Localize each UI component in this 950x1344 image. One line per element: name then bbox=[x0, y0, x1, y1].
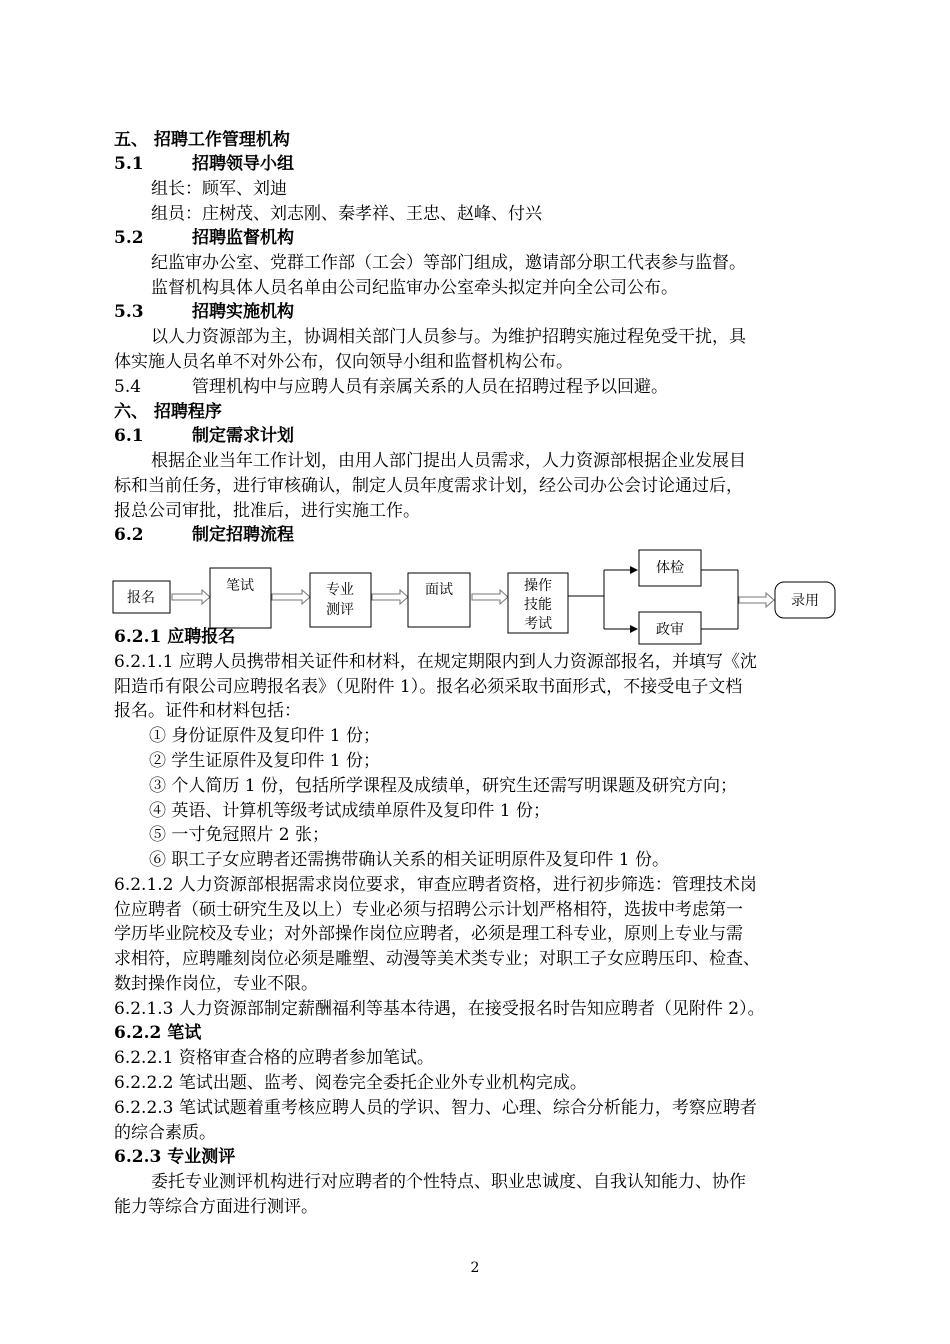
hollow-arrow-3 bbox=[372, 590, 408, 604]
section-5-4-line bbox=[114, 374, 844, 400]
paragraph-line: 6.2.2.1 资格审查合格的应聘者参加笔试。 bbox=[114, 1048, 434, 1068]
paragraph-line: 的综合素质。 bbox=[114, 1123, 216, 1143]
paragraph-line: 数封操作岗位，专业不限。 bbox=[114, 974, 318, 994]
paragraph-line: 组员：庄树茂、刘志刚、秦孝祥、王忠、赵峰、付兴 bbox=[151, 204, 542, 224]
section-number: 6.1 bbox=[114, 426, 144, 446]
paragraph-text: 管理机构中与应聘人员有亲属关系的人员在招聘过程予以回避。 bbox=[192, 377, 668, 397]
paragraph-line: 体实施人员名单不对外公布，仅向领导小组和监督机构公布。 bbox=[114, 352, 573, 372]
section-number: 5.2 bbox=[114, 228, 144, 248]
flow-label-zhuanye-2: 测评 bbox=[326, 602, 354, 618]
paragraph-line: 以人力资源部为主，协调相关部门人员参与。为维护招聘实施过程免受干扰，具 bbox=[151, 327, 746, 347]
flow-label-zhengshen: 政审 bbox=[656, 622, 684, 638]
section-5-1-heading bbox=[114, 151, 844, 177]
section-number: 5.1 bbox=[114, 154, 144, 174]
section-6-2-3-heading: 6.2.3 专业测评 bbox=[114, 1147, 236, 1167]
paragraph-line: 6.2.2.3 笔试试题着重考核应聘人员的学识、智力、心理、综合分析能力，考察应聘者 bbox=[114, 1098, 757, 1118]
flow-box-bishi bbox=[210, 568, 271, 628]
section-6-2-heading bbox=[114, 522, 844, 548]
list-item: ① 身份证原件及复印件 1 份； bbox=[149, 726, 381, 746]
paragraph-line: 纪监审办公室、党群工作部（工会）等部门组成，邀请部分职工代表参与监督。 bbox=[151, 253, 746, 273]
section-5-heading: 五、 招聘工作管理机构 bbox=[114, 130, 290, 150]
paragraph-line: 能力等综合方面进行测评。 bbox=[114, 1197, 318, 1217]
section-number: 6.2 bbox=[114, 525, 144, 545]
list-item: ④ 英语、计算机等级考试成绩单原件及复印件 1 份； bbox=[149, 801, 551, 821]
paragraph-line: 报名。证件和材料包括： bbox=[114, 701, 301, 721]
split-connector bbox=[568, 570, 637, 629]
section-title: 招聘监督机构 bbox=[192, 228, 294, 248]
merge-connector bbox=[701, 570, 738, 629]
section-6-2-1-heading: 6.2.1 应聘报名 bbox=[114, 627, 236, 647]
paragraph-line: 6.2.1.1 应聘人员携带相关证件和材料，在规定期限内到人力资源部报名，并填写《沈 bbox=[114, 652, 757, 672]
flow-label-caozuo-1: 操作 bbox=[524, 578, 552, 594]
section-5-3-heading bbox=[114, 299, 844, 325]
paragraph-line: 组长：顾军、刘迪 bbox=[151, 179, 287, 199]
paragraph-line: 6.2.2.2 笔试出题、监考、阅卷完全委托企业外专业机构完成。 bbox=[114, 1073, 587, 1093]
section-6-2-2-heading: 6.2.2 笔试 bbox=[114, 1023, 202, 1043]
section-title: 制定需求计划 bbox=[192, 426, 294, 446]
section-6-heading: 六、 招聘程序 bbox=[114, 402, 222, 422]
flow-label-caozuo-2: 技能 bbox=[524, 597, 552, 613]
list-item: ③ 个人简历 1 份，包括所学课程及成绩单，研究生还需写明课题及研究方向； bbox=[149, 776, 738, 796]
paragraph-line: 监督机构具体人员名单由公司纪监审办公室牵头拟定并向全公司公布。 bbox=[151, 278, 678, 298]
flow-label-zhuanye-1: 专业 bbox=[326, 582, 354, 598]
flow-label-caozuo-3: 考试 bbox=[524, 616, 552, 632]
section-title: 招聘领导小组 bbox=[192, 154, 294, 174]
hollow-arrow-5 bbox=[739, 593, 774, 607]
section-number: 5.4 bbox=[114, 377, 142, 397]
hollow-arrow-2 bbox=[272, 590, 310, 604]
section-6-1-heading bbox=[114, 423, 844, 449]
section-5-2-heading bbox=[114, 225, 844, 251]
flow-label-mianshi: 面试 bbox=[425, 582, 453, 598]
paragraph-line: 学历毕业院校及专业；对外部操作岗位应聘者，必须是理工科专业，原则上专业与需 bbox=[114, 924, 743, 944]
paragraph-line: 阳造币有限公司应聘报名表》（见附件 1）。报名必须采取书面形式，不接受电子文档 bbox=[114, 677, 743, 697]
section-title: 招聘实施机构 bbox=[192, 302, 294, 322]
paragraph-line: 报总公司审批，批准后，进行实施工作。 bbox=[114, 501, 420, 521]
paragraph-line: 求相符，应聘雕刻岗位必须是雕塑、动漫等美术类专业；对职工子女应聘压印、检查、 bbox=[114, 949, 760, 969]
section-number: 5.3 bbox=[114, 302, 144, 322]
page-number: 2 bbox=[470, 1260, 480, 1276]
paragraph-line: 标和当前任务，进行审核确认，制定人员年度需求计划，经公司办公会讨论通过后， bbox=[114, 476, 743, 496]
flow-label-tijian: 体检 bbox=[656, 560, 684, 576]
paragraph-line: 6.2.1.2 人力资源部根据需求岗位要求，审查应聘者资格，进行初步筛选：管理技术岗 bbox=[114, 875, 757, 895]
flow-label-baoming: 报名 bbox=[127, 590, 155, 606]
paragraph-line: 委托专业测评机构进行对应聘者的个性特点、职业忠诚度、自我认知能力、协作 bbox=[151, 1172, 746, 1192]
list-item: ② 学生证原件及复印件 1 份； bbox=[149, 751, 381, 771]
list-item: ⑥ 职工子女应聘者还需携带确认关系的相关证明原件及复印件 1 份。 bbox=[149, 850, 670, 870]
paragraph-line: 位应聘者（硕士研究生及以上）专业必须与招聘公示计划严格相符，选拔中考虑第一 bbox=[114, 900, 743, 920]
paragraph-line: 6.2.1.3 人力资源部制定薪酬福利等基本待遇，在接受报名时告知应聘者（见附件 2）。 bbox=[114, 999, 765, 1019]
flow-label-luyong: 录用 bbox=[791, 593, 819, 609]
hollow-arrow-4 bbox=[472, 590, 508, 604]
section-title: 制定招聘流程 bbox=[192, 525, 294, 545]
paragraph-line: 根据企业当年工作计划，由用人部门提出人员需求，人力资源部根据企业发展目 bbox=[151, 451, 746, 471]
flow-label-bishi: 笔试 bbox=[226, 578, 254, 594]
list-item: ⑤ 一寸免冠照片 2 张； bbox=[149, 825, 330, 845]
hollow-arrow-1 bbox=[172, 590, 210, 604]
